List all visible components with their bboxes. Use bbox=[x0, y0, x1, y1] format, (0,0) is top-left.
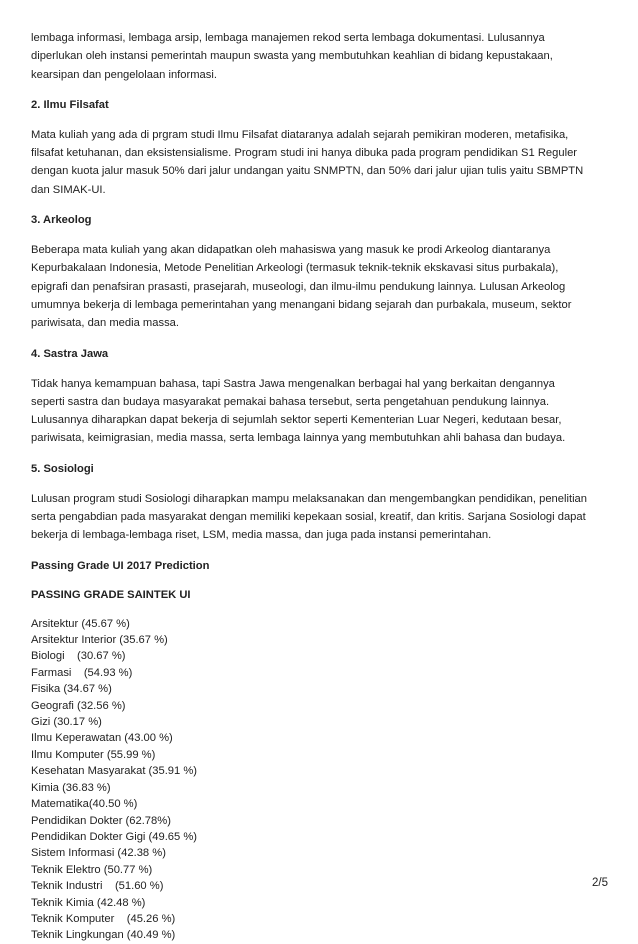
section-heading-ilmu-filsafat: 2. Ilmu Filsafat bbox=[31, 98, 109, 111]
list-item: Geografi (32.56 %) bbox=[31, 699, 126, 712]
list-item: Matematika(40.50 %) bbox=[31, 798, 138, 811]
intro-paragraph: lembaga informasi, lembaga arsip, lembaga manajemen rekod serta lembaga dokumentasi. Lulusannya diperlukan oleh instansi pemerintah maupun swasta yang membutuhkan keahlian di bidang kepustakaan, kearsipan dan pengelolaan informasi. bbox=[31, 32, 553, 81]
document-page bbox=[31, 29, 611, 944]
saintek-heading: PASSING GRADE SAINTEK UI bbox=[31, 588, 191, 601]
list-item: Teknik Industri (51.60 %) bbox=[31, 880, 164, 893]
section-body-ilmu-filsafat: Mata kuliah yang ada di prgram studi Ilmu Filsafat diataranya adalah sejarah pemikiran moderen, metafisika, filsafat ketuhanan, dan eksistensialisme. Program studi ini hanya dibuka pada program pendidikan S1 Reguler dengan kuota jalur masuk 50% dari jalur undangan yaitu SNMPTN, dan 50% dari jalur ujian tulis yaitu SBMPTN dan SIMAK-UI. bbox=[31, 128, 584, 196]
list-item: Sistem Informasi (42.38 %) bbox=[31, 847, 166, 860]
list-item: Pendidikan Dokter (62.78%) bbox=[31, 814, 171, 827]
section-body-sastra-jawa: Tidak hanya kemampuan bahasa, tapi Sastra Jawa mengenalkan berbagai hal yang berkaitan dengannya seperti sastra dan budaya masyarakat pemakai bahasa tersebut, serta pengetahuan pendukung lainnya. Lulusannya diharapkan dapat bekerja di sejumlah sektor seperti Kementerian Luar Negeri, kedutaan besar, pariwisata, keimigrasian, media massa, serta lembaga lainnya yang membutuhkan ahli bahasa dan budaya. bbox=[31, 377, 566, 445]
section-heading-sosiologi: 5. Sosiologi bbox=[31, 462, 94, 475]
list-item: Arsitektur Interior (35.67 %) bbox=[31, 634, 168, 647]
saintek-passing-grade-list bbox=[31, 616, 611, 944]
list-item: Teknik Elektro (50.77 %) bbox=[31, 863, 153, 876]
section-body-arkeolog: Beberapa mata kuliah yang akan didapatkan oleh mahasiswa yang masuk ke prodi Arkeolog diantaranya Kepurbakalaan Indonesia, Metode Penelitian Arkeologi (termasuk teknik-teknik ekskavasi situs purbakala), epigrafi dan penafsiran prasasti, prasejarah, museologi, dan ilmu-ilmu pendukung lainnya. Lulusan Arkeolog umumnya bekerja di lembaga pemerintahan yang menangani bidang sejarah dan purbakala, museum, sektor pariwisata, dan media massa. bbox=[31, 244, 572, 330]
list-item: Teknik Kimia (42.48 %) bbox=[31, 896, 146, 909]
list-item: Teknik Komputer (45.26 %) bbox=[31, 912, 176, 925]
list-item: Farmasi (54.93 %) bbox=[31, 666, 133, 679]
section-heading-sastra-jawa: 4. Sastra Jawa bbox=[31, 347, 109, 360]
list-item: Kimia (36.83 %) bbox=[31, 781, 111, 794]
list-item: Teknik Lingkungan (40.49 %) bbox=[31, 929, 176, 942]
list-item: Biologi (30.67 %) bbox=[31, 650, 126, 663]
section-heading-arkeolog: 3. Arkeolog bbox=[31, 214, 92, 227]
list-item: Gizi (30.17 %) bbox=[31, 716, 102, 729]
list-item: Ilmu Keperawatan (43.00 %) bbox=[31, 732, 173, 745]
list-item: Arsitektur (45.67 %) bbox=[31, 617, 130, 630]
list-item: Ilmu Komputer (55.99 %) bbox=[31, 748, 156, 761]
list-item: Kesehatan Masyarakat (35.91 %) bbox=[31, 765, 198, 778]
page-number: 2/5 bbox=[592, 877, 608, 889]
list-item: Fisika (34.67 %) bbox=[31, 683, 112, 696]
list-item: Pendidikan Dokter Gigi (49.65 %) bbox=[31, 830, 198, 843]
section-body-sosiologi: Lulusan program studi Sosiologi diharapkan mampu melaksanakan dan mengembangkan pendidikan, penelitian serta pengabdian pada masyarakat dengan memiliki kepekaan sosial, kreatif, dan kritis. Sarjana Sosiologi dapat bekerja di lembaga-lembaga riset, LSM, media massa, dan juga pada instansi pemerintahan. bbox=[31, 492, 588, 542]
prediction-heading: Passing Grade UI 2017 Prediction bbox=[31, 559, 210, 572]
